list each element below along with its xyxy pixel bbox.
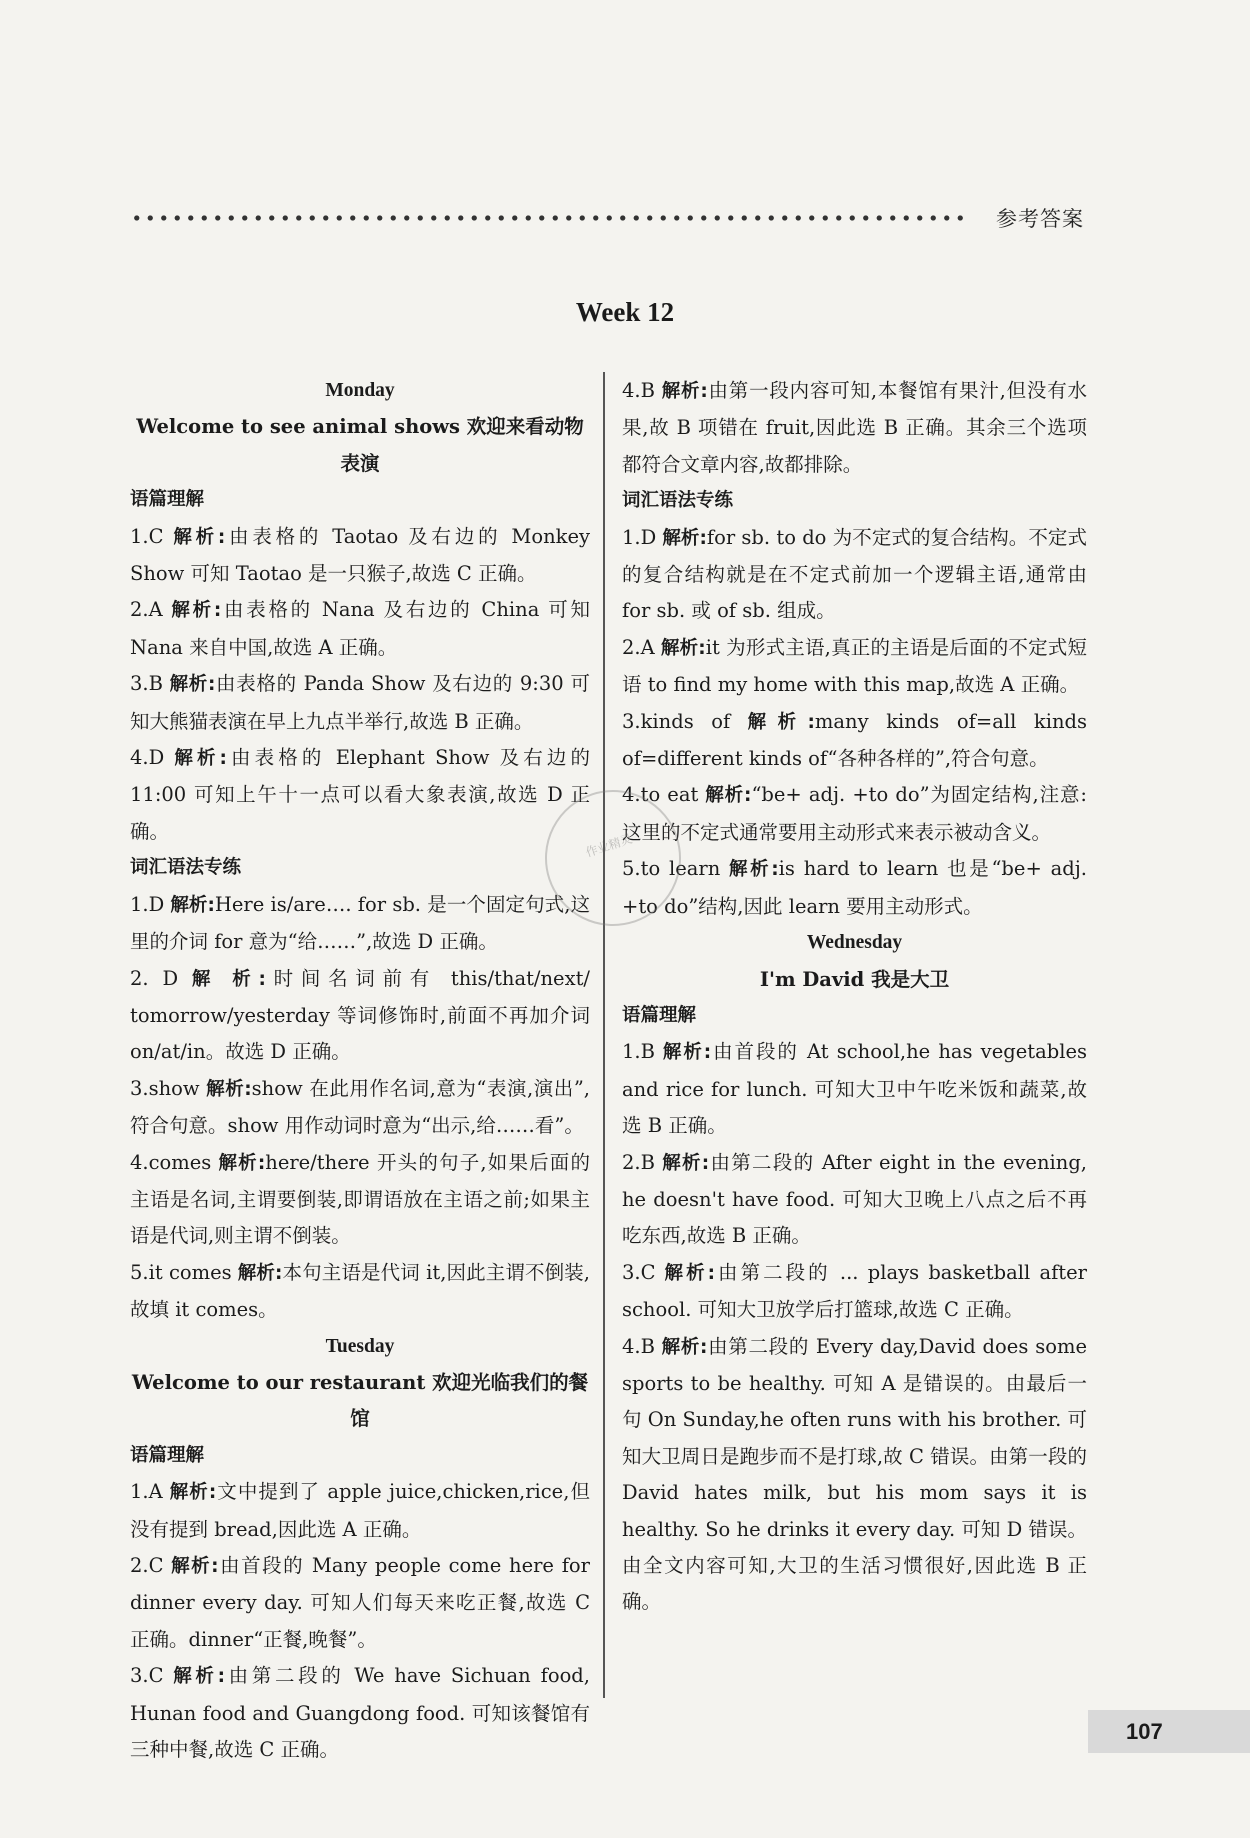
answer-item bbox=[622, 1255, 1087, 1329]
page-number: 107 bbox=[1088, 1710, 1250, 1753]
day-heading: Tuesday bbox=[325, 1335, 395, 1357]
passage-title: Welcome to see animal shows 欢迎来看动物表演 bbox=[136, 415, 584, 475]
analysis-text: 由第二段的 ... plays basketball after school. 可知大卫放学后打篮球,故选 C 正确。 bbox=[622, 1260, 1087, 1322]
answer-number: 2.A bbox=[622, 635, 655, 659]
answer-item bbox=[130, 740, 590, 850]
answer-number: 1.D bbox=[130, 892, 165, 916]
analysis-label: 解析: bbox=[169, 1556, 219, 1577]
analysis-text: 由首段的 At school,he has vegetables and rice for lunch. 可知大卫中午吃米饭和蔬菜,故选 B 正确。 bbox=[622, 1040, 1087, 1138]
answer-item bbox=[622, 373, 1087, 483]
answer-item bbox=[622, 520, 1087, 630]
answer-item bbox=[130, 1071, 590, 1145]
analysis-label: 解析: bbox=[726, 859, 779, 881]
answer-number: 1.A bbox=[130, 1480, 163, 1504]
answer-number: 1.D bbox=[622, 525, 657, 549]
analysis-label: 解 析: bbox=[184, 968, 266, 990]
week-title: Week 12 bbox=[575, 297, 675, 327]
answer-number: 4.comes bbox=[130, 1150, 212, 1174]
analysis-label: 解析: bbox=[205, 1078, 252, 1100]
day-heading: Monday bbox=[325, 380, 395, 401]
answer-item bbox=[622, 704, 1087, 778]
answer-number: 2.B bbox=[622, 1150, 655, 1174]
answer-number: 1.C bbox=[130, 524, 164, 548]
section-heading: 词汇语法专练 bbox=[622, 490, 734, 512]
analysis-label: 解析: bbox=[660, 1042, 712, 1064]
answer-item bbox=[130, 1255, 590, 1329]
analysis-label: 解析: bbox=[660, 637, 706, 659]
analysis-text: it 为形式主语,真正的主语是后面的不定式短语 to find my home with this map,故选 A 正确。 bbox=[622, 635, 1087, 697]
analysis-text: 由表格的 Nana 及右边的 China 可知 Nana 来自中国,故选 A 正确。 bbox=[130, 598, 590, 659]
analysis-text: show 在此用作名词,意为“表演,演出”,符合句意。show 用作动词时意为“出示,给……看”。 bbox=[130, 1076, 591, 1138]
analysis-label: 解析: bbox=[237, 1262, 283, 1284]
analysis-text: 由第一段内容可知,本餐馆有果汁,但没有水果,故 B 项错在 fruit,因此选 B 正确。其余三个选项都符合文章内容,故都排除。 bbox=[622, 379, 1087, 476]
answer-number: 2. D bbox=[130, 966, 179, 990]
analysis-text: 由第二段的 We have Sichuan food, Hunan food and Guangdong food. 可知该餐馆有三种中餐,故选 C 正确。 bbox=[130, 1664, 590, 1762]
analysis-label: 解析: bbox=[170, 894, 215, 916]
answer-number: 4.to eat bbox=[622, 783, 699, 807]
analysis-label: 解析: bbox=[168, 1482, 217, 1504]
answer-item bbox=[130, 961, 590, 1071]
section-heading: 语篇理解 bbox=[622, 1004, 697, 1026]
answer-number: 5.to learn bbox=[622, 857, 721, 881]
analysis-text: 由第二段的 Every day,David does some sports to be healthy. 可知 A 是错误的。由最后一句 On Sunday,he often runs with his brother. 可知大卫周日是跑步而不是打球,故 C 错误。由第一段的 David hates milk, but his mom says it is healthy. So he drinks it every day. 可知 D 错误。由全文内容可知,大卫的生活习惯很好,因此选 B 正确。 bbox=[622, 1334, 1087, 1614]
analysis-text: 由首段的 Many people come here for dinner every day. 可知人们每天来吃正餐,故选 C 正确。dinner“正餐,晚餐”。 bbox=[130, 1554, 590, 1651]
answer-number: 4.B bbox=[622, 1334, 655, 1358]
answer-item bbox=[622, 851, 1087, 925]
answer-item bbox=[622, 1034, 1087, 1144]
analysis-label: 解析: bbox=[660, 1152, 710, 1174]
answer-item bbox=[622, 1145, 1087, 1255]
analysis-text: 本句主语是代词 it,因此主谓不倒装,故填 it comes。 bbox=[130, 1260, 590, 1322]
analysis-label: 解析: bbox=[662, 527, 707, 549]
section-heading: 词汇语法专练 bbox=[130, 857, 242, 879]
left-column bbox=[130, 373, 590, 1768]
analysis-text: Here is/are…. for sb. 是一个固定句式,这里的介词 for 意为“给……”,故选 D 正确。 bbox=[130, 892, 590, 954]
answer-item bbox=[622, 1329, 1087, 1621]
answer-number: 2.C bbox=[130, 1554, 164, 1577]
answer-number: 3.show bbox=[130, 1076, 200, 1100]
answer-number: 5.it comes bbox=[130, 1260, 232, 1284]
analysis-text: 时间名词前有 this/that/next/ tomorrow/yesterday 等词修饰时,前面不再加介词 on/at/in。故选 D 正确。 bbox=[130, 966, 591, 1064]
analysis-label: 解析: bbox=[704, 785, 752, 807]
passage-title: I'm David 我是大卫 bbox=[759, 967, 950, 991]
right-column bbox=[622, 373, 1087, 1621]
analysis-label: 解析: bbox=[170, 748, 227, 770]
column-divider bbox=[603, 372, 605, 1698]
answer-item bbox=[130, 519, 590, 593]
analysis-text: for sb. to do 为不定式的复合结构。不定式的复合结构就是在不定式前加一个逻辑主语,通常由 for sb. 或 of sb. 组成。 bbox=[622, 525, 1087, 623]
analysis-label: 解析: bbox=[217, 1152, 266, 1174]
answer-item bbox=[130, 1145, 590, 1255]
header-dotted-line bbox=[130, 214, 970, 222]
section-heading: 语篇理解 bbox=[130, 489, 205, 511]
analysis-text: many kinds of=all kinds of=different kinds of“各种各样的”,符合句意。 bbox=[622, 709, 1088, 771]
day-heading: Wednesday bbox=[806, 932, 903, 954]
answer-number: 4.D bbox=[130, 746, 165, 770]
answer-item bbox=[130, 887, 590, 961]
analysis-text: 由表格的 Elephant Show 及右边的 11:00 可知上午十一点可以看大象表演,故选 D 正确。 bbox=[130, 746, 590, 843]
analysis-label: 解析: bbox=[661, 1262, 716, 1284]
answer-item bbox=[130, 1548, 590, 1658]
passage-title: Welcome to our restaurant 欢迎光临我们的餐馆 bbox=[131, 1370, 589, 1431]
section-heading: 语篇理解 bbox=[130, 1444, 205, 1466]
analysis-label: 解析: bbox=[169, 1666, 225, 1688]
analysis-label: 解析: bbox=[736, 711, 815, 733]
analysis-label: 解析: bbox=[169, 526, 226, 548]
answer-item bbox=[622, 777, 1087, 851]
analysis-text: here/there 开头的句子,如果后面的主语是名词,主谓要倒装,即谓语放在主语之前;如果主语是代词,则主谓不倒装。 bbox=[130, 1150, 590, 1248]
analysis-text: “be+ adj. +to do”为固定结构,注意:这里的不定式通常要用主动形式来表示被动含义。 bbox=[622, 783, 1088, 844]
answer-number: 4.B bbox=[622, 379, 655, 402]
analysis-text: 文中提到了 apple juice,chicken,rice,但没有提到 bread,因此选 A 正确。 bbox=[130, 1480, 590, 1541]
answer-number: 3.C bbox=[130, 1664, 164, 1688]
analysis-text: 由表格的 Taotao 及右边的 Monkey Show 可知 Taotao 是一只猴子,故选 C 正确。 bbox=[130, 524, 591, 586]
header-title: 参考答案 bbox=[996, 207, 1084, 231]
answer-number: 3.kinds of bbox=[622, 709, 731, 733]
answer-item bbox=[130, 1474, 590, 1548]
analysis-label: 解析: bbox=[168, 674, 216, 696]
answer-item bbox=[130, 592, 590, 666]
analysis-text: 由表格的 Panda Show 及右边的 9:30 可知大熊猫表演在早上九点半举行,故选 B 正确。 bbox=[130, 672, 591, 733]
analysis-text: is hard to learn 也是“be+ adj. +to do”结构,因此 learn 要用主动形式。 bbox=[622, 857, 1087, 918]
analysis-text: 由第二段的 After eight in the evening, he doesn't have food. 可知大卫晚上八点之后不再吃东西,故选 B 正确。 bbox=[622, 1150, 1087, 1248]
watermark-stamp-text: 作业精灵 bbox=[583, 831, 634, 860]
answer-number: 1.B bbox=[622, 1040, 655, 1064]
answer-number: 2.A bbox=[130, 598, 163, 622]
answer-item bbox=[622, 630, 1087, 704]
answer-item bbox=[130, 666, 590, 740]
answer-number: 3.C bbox=[622, 1260, 656, 1284]
answer-number: 3.B bbox=[130, 672, 163, 696]
answer-item bbox=[130, 1658, 590, 1768]
analysis-label: 解析: bbox=[660, 381, 708, 402]
analysis-label: 解析: bbox=[660, 1336, 708, 1358]
analysis-label: 解析: bbox=[168, 600, 222, 622]
